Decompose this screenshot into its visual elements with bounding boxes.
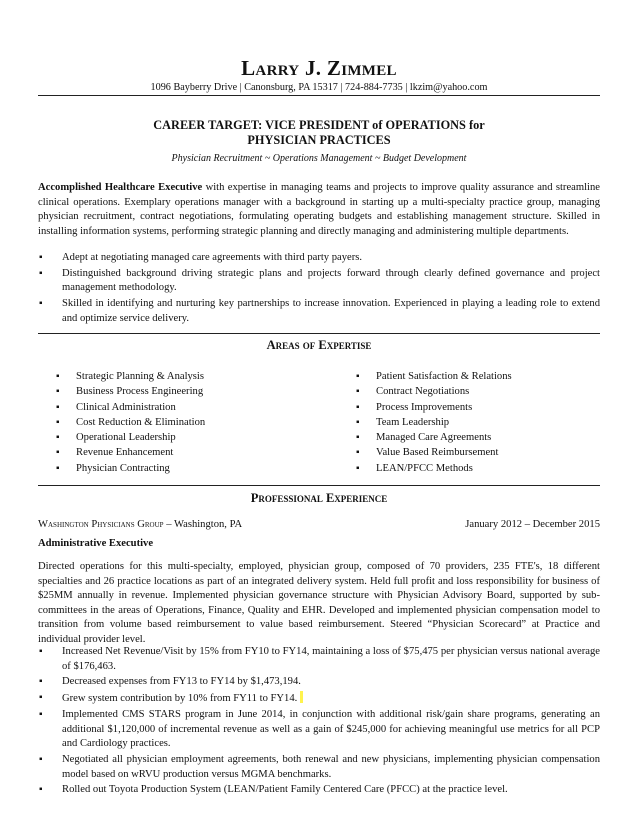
job-description: Directed operations for this multi-specialty, employed, physician group, composed of 70 providers, 235 FTE's, 18 different specialties and 26 practice locations as part of an integrated delivery system. Held full profit and loss responsibility for business of $25MM annually in revenue. Implemented physician governance structure with Physician Advisory Board, supported by sub-committees in the areas of Operations, Finance, Quality and EHR. Developed and implemented physician compensation model to transition from volume based reimbursement to value based reimbursement. Steered “Physician Scorecard” at Practice and individual provider level.	[38, 561, 600, 645]
bullet-icon: ▪	[39, 753, 43, 765]
bullet-icon: ▪	[39, 676, 43, 688]
employment-dates: January 2012 – December 2015	[465, 519, 600, 530]
bullet-icon: ▪	[356, 447, 360, 459]
list-item: ▪ Rolled out Toyota Production System (LEAN/Patient Family Centered Care (PFCC) at the practice level.	[38, 783, 600, 798]
highlight-mark	[300, 691, 303, 703]
bullet-icon: ▪	[56, 386, 60, 398]
list-item: ▪ Strategic Planning & Analysis	[56, 369, 205, 384]
bullet-icon: ▪	[356, 462, 360, 474]
bullet-icon: ▪	[56, 432, 60, 444]
list-item: ▪ Implemented CMS STARS program in June 2014, in conjunction with additional risk/gain share programs, generating an additional $1,120,000 of incremental revenue as well as a gain of $245,000 for achieving meaningful use metrics for all PCP and Cardiology practices.	[39, 708, 600, 750]
summary-lead: Accomplished Healthcare Executive	[38, 182, 203, 193]
list-item: ▪ Physician Contracting	[56, 461, 205, 476]
career-target	[38, 118, 600, 148]
list-item: ▪ Skilled in identifying and nurturing key partnerships to increase innovation. Experienced in playing a leading role to extend and optimize service delivery.	[39, 298, 600, 324]
contact-line: 1096 Bayberry Drive | Canonsburg, PA 15317 | 724-884-7735 | lkzim@yahoo.com	[150, 82, 488, 93]
bullet-icon: ▪	[39, 708, 43, 720]
list-item: ▪ Contract Negotiations	[356, 384, 512, 399]
bullet-icon: ▪	[39, 692, 43, 704]
experience-heading: Professional Experience	[250, 491, 388, 505]
job-bullets	[38, 645, 600, 799]
expertise-left-column	[56, 369, 205, 476]
bullet-icon: ▪	[356, 371, 360, 382]
bullet-icon: ▪	[56, 462, 60, 474]
list-item: ▪ Team Leadership	[356, 415, 512, 430]
career-target-line-1: CAREER TARGET: VICE PRESIDENT of OPERATIONS for	[153, 118, 485, 132]
list-item: ▪ Clinical Administration	[56, 400, 205, 415]
list-item: ▪ Increased Net Revenue/Visit by 15% from FY10 to FY14, maintaining a loss of $75,475 per physician versus national average of $176,463.	[39, 646, 600, 672]
list-item: ▪ Business Process Engineering	[56, 384, 205, 399]
employer-name: Washington Physicians Group	[38, 519, 164, 530]
bullet-icon: ▪	[56, 447, 60, 459]
bullet-icon: ▪	[356, 401, 360, 413]
bullet-icon: ▪	[56, 416, 60, 428]
job-title: Administrative Executive	[38, 538, 154, 549]
bullet-icon: ▪	[356, 386, 360, 398]
bullet-icon: ▪	[356, 416, 360, 428]
bullet-icon: ▪	[39, 298, 43, 310]
career-target-subtitle: Physician Recruitment ~ Operations Management ~ Budget Development	[171, 153, 467, 164]
list-item: ▪ Patient Satisfaction & Relations	[356, 369, 512, 384]
list-item: ▪ Process Improvements	[356, 400, 512, 415]
summary-bullets	[38, 251, 600, 328]
header-divider	[38, 95, 600, 96]
job-header	[38, 519, 600, 530]
bullet-icon: ▪	[39, 267, 43, 279]
expertise-right-column	[356, 369, 512, 476]
bullet-icon: ▪	[39, 252, 43, 263]
list-item: ▪ Revenue Enhancement	[56, 445, 205, 460]
summary-text: with expertise in managing teams and projects to improve quality assurance and streamline clinical operations. Exemplary operations manager with a background in starting up a multi-specialty practice group, managing physician recruitment, contract negotiations, formulating operating budgets and establishing management structure. Skilled in installing information systems, performing strategic planning and directly managing and administering multiple departments.	[38, 182, 600, 237]
career-target-line-2: PHYSICIAN PRACTICES	[247, 133, 391, 147]
list-item: ▪ Distinguished background driving strategic plans and projects forward through clearly defined governance and project management methodology.	[39, 267, 600, 294]
summary-paragraph	[38, 181, 600, 239]
bullet-icon: ▪	[356, 432, 360, 444]
bullet-icon: ▪	[56, 401, 60, 413]
list-item: ▪ Cost Reduction & Elimination	[56, 415, 205, 430]
list-item: ▪ Managed Care Agreements	[356, 430, 512, 445]
experience-divider	[38, 485, 600, 486]
bullet-icon: ▪	[39, 646, 43, 657]
expertise-heading: Areas of Expertise	[266, 338, 372, 352]
bullet-icon: ▪	[56, 371, 60, 382]
bullet-icon: ▪	[39, 784, 43, 796]
list-item: ▪ Adept at negotiating managed care agreements with third party payers.	[38, 251, 600, 266]
list-item: ▪ Grew system contribution by 10% from FY11 to FY14.	[38, 691, 600, 707]
list-item: ▪ Operational Leadership	[56, 430, 205, 445]
expertise-divider	[38, 333, 600, 334]
employer-location: – Washington, PA	[163, 519, 243, 530]
list-item: ▪ Negotiated all physician employment agreements, both renewal and new physicians, implementing physician compensation model based on wRVU production versus MGMA benchmarks.	[39, 753, 600, 780]
list-item: ▪ Decreased expenses from FY13 to FY14 by $1,473,194.	[38, 675, 600, 690]
list-item: ▪ LEAN/PFCC Methods	[356, 461, 512, 476]
candidate-name: Larry J. Zimmel	[241, 56, 397, 80]
list-item: ▪ Value Based Reimbursement	[356, 445, 512, 460]
